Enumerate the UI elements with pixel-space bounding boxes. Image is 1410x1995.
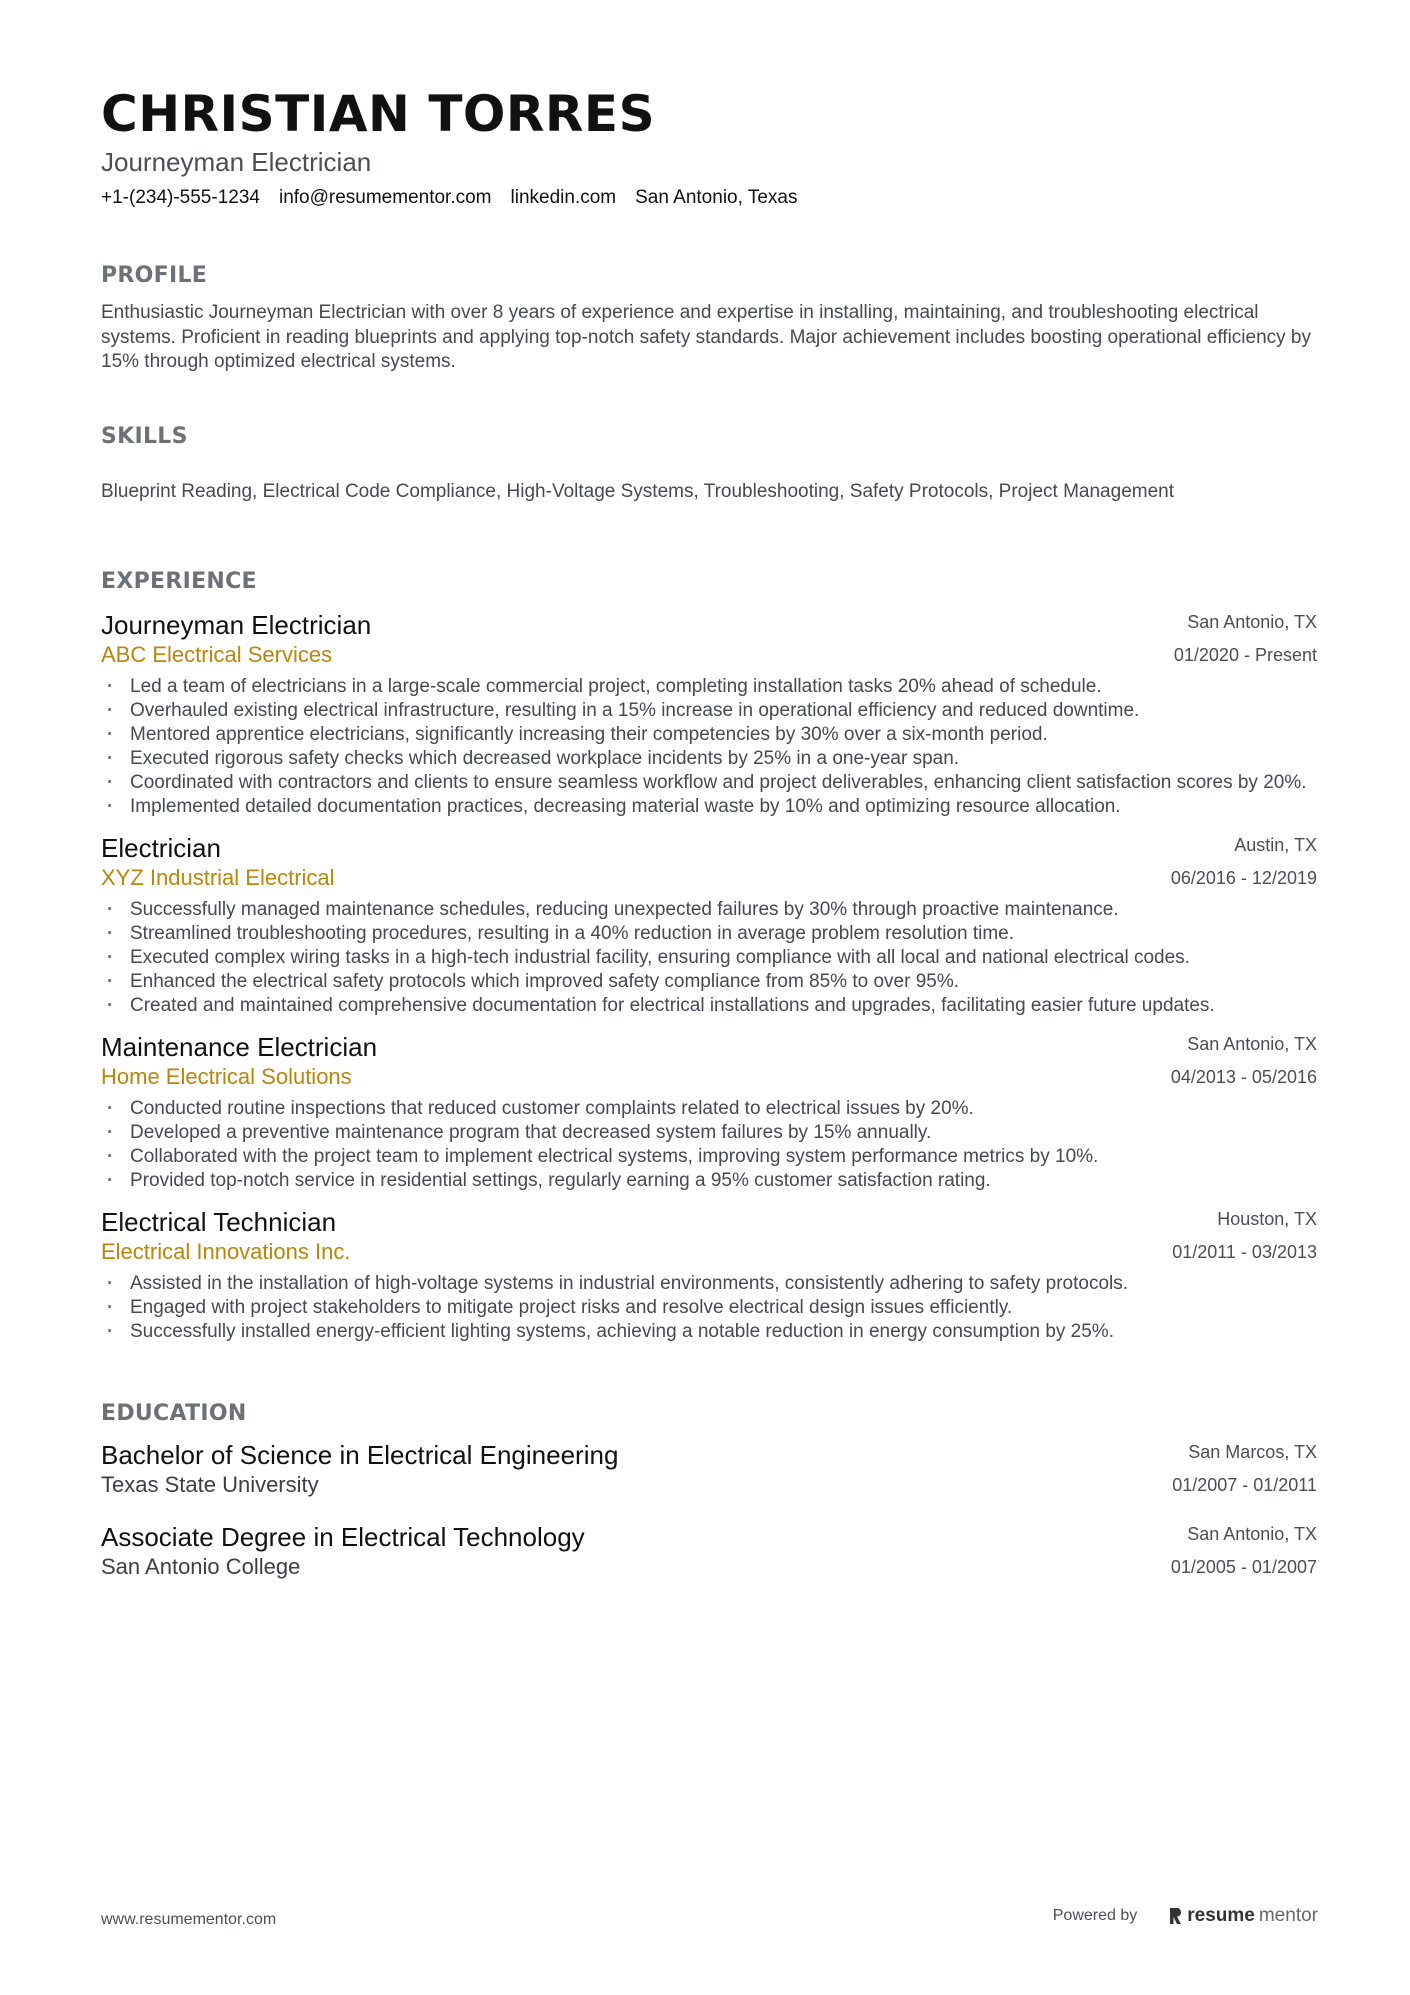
job-bullet: · Executed complex wiring tasks in a high-tech industrial facility, ensuring compliance with all local and national electrical codes. (101, 946, 1317, 970)
job-title: Maintenance Electrician (101, 1031, 378, 1062)
job-company: Electrical Innovations Inc. (101, 1238, 351, 1264)
job-location: Houston, TX (1217, 1208, 1317, 1229)
contact-row (101, 186, 1317, 210)
job-bullet: · Executed rigorous safety checks which decreased workplace incidents by 25% in a one-year span. (101, 747, 1317, 771)
job-bullet: · Conducted routine inspections that reduced customer complaints related to electrical issues by 20%. (101, 1097, 1317, 1121)
job-bullet: · Developed a preventive maintenance program that decreased system failures by 15% annually. (101, 1121, 1317, 1145)
footer-branding (1053, 1905, 1318, 1927)
section-title-profile: PROFILE (101, 263, 208, 288)
job-bullet: · Collaborated with the project team to implement electrical systems, improving system performance metrics by 10%. (101, 1145, 1317, 1169)
resume-header (101, 84, 1317, 210)
education-location: San Antonio, TX (1187, 1523, 1317, 1544)
job-company: XYZ Industrial Electrical (101, 864, 335, 890)
school-name: San Antonio College (101, 1553, 301, 1579)
brand-name-bold: resume (1187, 1905, 1255, 1926)
profile-text: Enthusiastic Journeyman Electrician with over 8 years of experience and expertise in installing, maintaining, and troubleshooting electrical systems. Proficient in reading blueprints and applying top-notch safety standards. Major achievement includes boosting operational efficiency by 15% through optimized electrical systems. (101, 302, 1311, 372)
job-bullet: · Enhanced the electrical safety protocols which improved safety compliance from 85% to over 95%. (101, 970, 1317, 994)
job-bullets (101, 1097, 1317, 1193)
job-bullet: · Provided top-notch service in residential settings, regularly earning a 95% customer satisfaction rating. (101, 1169, 1317, 1193)
job-entry (101, 833, 1317, 1018)
degree-title: Bachelor of Science in Electrical Engineering (101, 1439, 619, 1470)
resume-page (101, 84, 1317, 1581)
education-entry (101, 1440, 1317, 1499)
powered-by-label: Powered by (1052, 1907, 1138, 1924)
section-title-skills: SKILLS (101, 423, 188, 449)
job-bullets (101, 898, 1317, 1018)
job-bullet: · Overhauled existing electrical infrastructure, resulting in a 15% increase in operational efficiency and reduced downtime. (101, 699, 1317, 723)
job-bullet: · Streamlined troubleshooting procedures, resulting in a 40% reduction in average problem resolution time. (101, 922, 1317, 946)
job-entry (101, 1032, 1317, 1193)
education-entry (101, 1522, 1317, 1581)
job-entry (101, 1207, 1317, 1344)
job-dates: 04/2013 - 05/2016 (1170, 1066, 1317, 1087)
job-bullet: · Assisted in the installation of high-voltage systems in industrial environments, consistently adhering to safety protocols. (101, 1272, 1317, 1296)
school-name: Texas State University (101, 1471, 319, 1497)
job-dates: 01/2011 - 03/2013 (1172, 1241, 1317, 1262)
job-dates: 01/2020 - Present (1173, 644, 1317, 665)
section-title-experience: EXPERIENCE (101, 568, 257, 594)
contact-phone: +1-(234)-555-1234 (101, 187, 260, 208)
contact-email[interactable]: info@resumementor.com (278, 187, 492, 208)
job-company: ABC Electrical Services (101, 641, 333, 667)
skills-section (101, 423, 1317, 504)
job-bullet: · Mentored apprentice electricians, significantly increasing their competencies by 30% over a six-month period. (101, 723, 1317, 747)
skills-text: Blueprint Reading, Electrical Code Compliance, High-Voltage Systems, Troubleshooting, Safety Protocols, Project Management (101, 480, 1174, 502)
job-title: Journeyman Electrician (101, 609, 372, 640)
brand-name-light: mentor (1258, 1905, 1318, 1926)
job-bullet: · Created and maintained comprehensive documentation for electrical installations and upgrades, facilitating easier future updates. (101, 994, 1317, 1018)
education-section (101, 1400, 1317, 1581)
education-dates: 01/2005 - 01/2007 (1170, 1556, 1317, 1577)
job-bullet: · Engaged with project stakeholders to mitigate project risks and resolve electrical design issues efficiently. (101, 1296, 1317, 1320)
job-title: Electrician (101, 832, 221, 863)
job-location: San Antonio, TX (1187, 611, 1317, 632)
job-bullets (101, 675, 1317, 819)
job-bullet: · Led a team of electricians in a large-scale commercial project, completing installation tasks 20% ahead of schedule. (101, 675, 1317, 699)
job-bullets (101, 1272, 1317, 1344)
job-location: San Antonio, TX (1187, 1033, 1317, 1054)
job-title: Electrical Technician (101, 1206, 337, 1237)
resumementor-logo-icon (1167, 1906, 1183, 1926)
job-bullet: · Implemented detailed documentation practices, decreasing material waste by 10% and optimizing resource allocation. (101, 795, 1317, 819)
job-bullet: · Successfully installed energy-efficient lighting systems, achieving a notable reduction in energy consumption by 25%. (101, 1320, 1317, 1344)
job-entry (101, 610, 1317, 819)
contact-linkedin[interactable]: linkedin.com (510, 187, 617, 208)
job-dates: 06/2016 - 12/2019 (1170, 867, 1317, 888)
profile-section (101, 262, 1317, 375)
job-company: Home Electrical Solutions (101, 1063, 352, 1089)
job-bullet: · Coordinated with contractors and clients to ensure seamless workflow and project deliverables, enhancing client satisfaction scores by 20%. (101, 771, 1317, 795)
candidate-name: CHRISTIAN TORRES (101, 85, 656, 143)
footer-website[interactable]: www.resumementor.com (101, 1911, 277, 1928)
job-location: Austin, TX (1234, 834, 1317, 855)
contact-location: San Antonio, Texas (635, 187, 798, 208)
section-title-education: EDUCATION (101, 1400, 247, 1426)
brand-logo[interactable] (1167, 1905, 1318, 1927)
job-bullet: · Successfully managed maintenance schedules, reducing unexpected failures by 30% through proactive maintenance. (101, 898, 1317, 922)
education-location: San Marcos, TX (1188, 1441, 1317, 1462)
education-dates: 01/2007 - 01/2011 (1172, 1474, 1317, 1495)
degree-title: Associate Degree in Electrical Technology (101, 1521, 585, 1552)
candidate-headline: Journeyman Electrician (101, 147, 372, 177)
experience-section (101, 568, 1317, 1344)
